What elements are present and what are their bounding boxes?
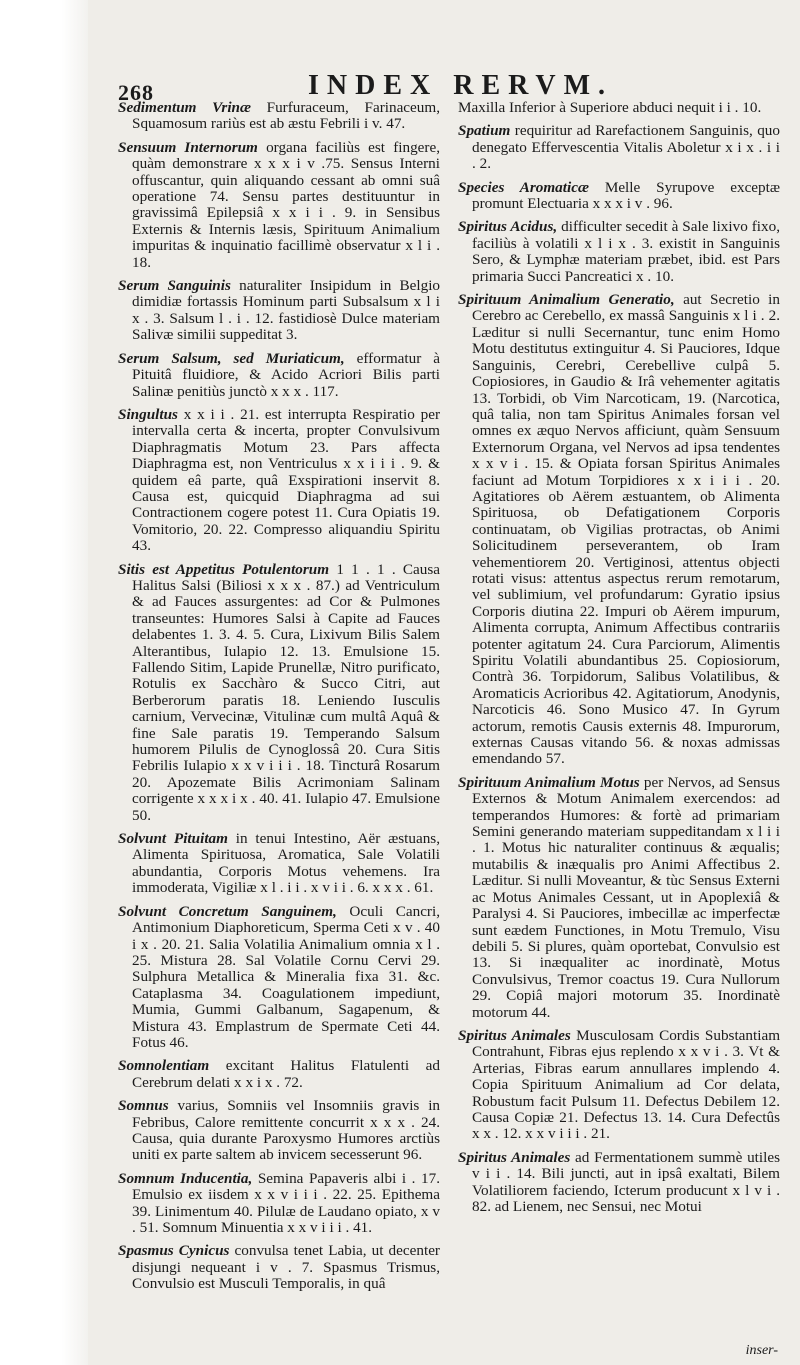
index-entry <box>118 407 440 555</box>
entry-text: convulsa tenet Labia, ut decenter disjungi nequeant i v . 7. Spasmus Trismus, Convulsio est Musculi Temporalis, in quâ <box>132 1242 440 1293</box>
entry-text: requiritur ad Rarefactionem Sanguinis, quo denegato Effervescentia Vitalis Aboletur x i x . i i . 2. <box>472 122 780 173</box>
entry-text: organa faciliùs est fingere, quàm demonstrare x x x i v .75. Sensus Interni offuscantur, quin aliquando cessant ab omni suâ operatione 74. Sensu partes destituuntur in gravissimâ Epilepsiâ x x i i . 9. in Sensibus Externis & Internis læsis, Spirituum Animalium impuritas & inquinatio facillimè observatur x l i . 18. <box>132 138 440 271</box>
entry-headword: Singultus <box>118 405 178 423</box>
entry-headword: Solvunt Pituitam <box>118 830 228 848</box>
index-entry <box>458 775 780 1021</box>
entry-text: excitant Halitus Flatulenti ad Cerebrum delati x x i x . 72. <box>132 1057 440 1091</box>
entry-headword: Solvunt Concretum Sanguinem, <box>118 902 337 920</box>
entry-headword: Spiritus Animales <box>458 1148 571 1166</box>
index-entry <box>118 1098 440 1164</box>
entry-text: Maxilla Inferior à Superiore abduci nequit i i . 10. <box>458 100 762 116</box>
page-margin-strip <box>0 0 88 1365</box>
index-entry <box>118 831 440 897</box>
index-entry <box>118 100 440 133</box>
entry-headword: Sitis est Appetitus Potulentorum <box>118 560 330 578</box>
entry-headword: Species Aromaticæ <box>458 178 589 196</box>
entry-text: x x i i . 21. est interrupta Respiratio per intervalla certa & incerta, propter Convulsivum Diaphragmatis Motum 23. Pars affecta Diaphragma est, non Ventriculus x x i i i . 9. & quidem eâ parte, quâ Exspirationi inservit 8. Causa est, quicquid Diaphragma ad sui Contractionem cogere potest 11. Cura Opiatis 19. Vomitorio, 20. 22. Compresso aliquandiu Spiritu 43. <box>132 405 440 555</box>
entry-text: Melle Syrupove exceptæ promunt Electuaria x x x i v . 96. <box>472 178 780 213</box>
index-entry <box>118 562 440 825</box>
index-entry <box>118 1243 440 1292</box>
index-entry <box>458 292 780 768</box>
entry-headword: Somnus <box>118 1097 169 1115</box>
entry-headword: Somnolentiam <box>118 1057 210 1075</box>
index-entry <box>118 278 440 344</box>
entry-text: Musculosam Cordis Substantiam Contrahunt, Fibras ejus replendo x x v i . 3. Vt & Arterias, Fibras earum annullares implendo 4. Copia Spirituum Animalium ad Cor delata, Robustum facit Pulsum 11. Defectus Debilem 12. Causa Copiæ 21. Defectus 13. 14. Cura Defectûs x x . 12. x x v i i i . 21. <box>472 1026 780 1143</box>
entry-headword: Sensuum Internorum <box>118 138 258 156</box>
entry-headword: Serum Sanguinis <box>118 277 231 295</box>
index-entry <box>458 100 780 116</box>
entry-headword: Spirituum Animalium Generatio, <box>458 291 675 309</box>
entry-text: per Nervos, ad Sensus Externos & Motum Animalem exercendos: ad temperandos Humores: & fortè ad primariam Semini generando materiam suppeditandam x l i i . 1. Motus hic naturaliter continuus & æqualis; mutabilis & inæqualis pro Animi Affectibus 2. Læditur. Si nulli Moveantur, & tùc Sensus Externi ac Motus Animales Cessant, ut in Apoplexiâ & Paralysi 4. Si Pauciores, imbecillæ ac imperfectæ sunt eædem Functiones, in Motu Tremulo, Visu debili 5. Si plures, quàm oportebat, Convulsio est 13. Si inæqualiter ac inordinatè, Motus Convulsivus, Tremor coactus 19. Cura Nullorum 29. Copiâ majori motorum 35. Inordinatè motorum 44. <box>472 773 780 1021</box>
entry-text: naturaliter Insipidum in Belgio dimidiæ fortassis Hominum parti Subsalsum x l i x . 3. Salsum l . i . 12. fastidiosè Dulce materiam Salivæ similii suppeditat 3. <box>132 277 440 344</box>
entry-text: varius, Somniis vel Insomniis gravis in Febribus, Calore remittente concurrit x x x . 24. Causa, quia durante Paroxysmo Humores arctiùs uniti ex parte saltem ab invicem secesserunt 96. <box>132 1097 440 1164</box>
entry-headword: Spatium <box>458 122 511 140</box>
entry-text: aut Secretio in Cerebro ac Cerebello, ex massâ Sanguinis x l i . 2. Læditur si nulli Secernantur, tunc enim Homo Motu destitutus extinguitur 4. Si Pauciores, Idque Sanguinis, Cerebri, Cerebellive culpâ 5. Copiosiores, in Gaudio & Irâ vehementer agitatis 13. Torbidi, ob Vim Narcoticam, 19. (Narcotica, quâ talia, non tam Spiritus Animales forsan vel omnes ex æquo Nervos afficiunt, quàm Sensuum Externorum Organa, vel Nervos ad ipsa tendentes x x v i . 15. & Opiata forsan Spiritus Animales faciunt ad Motum Torpidiores x x i i i . 20. Agitatiores ob Aërem æstuantem, ob Alimenta Spirituosa, ob Defatigationem Corporis continuatam, ob Vigilias protractas, ob Animi Solicitudinem perseverantem, ob Iram vehementiorem 20. Vertiginosi, attentus objecti rotati visus: attentus aspectus rerum remotarum, vel sublimium, vel profundarum: Gyratio ipsius Corporis diutina 22. Impuri ob Aërem impurum, Alimenta corrupta, Animum Affectibus contrariis potenter agitatum 24. Cura Parciorum, Alimentis Spiritu Volatili abundantibus 25. Copiosiorum, Contrà 36. Torpidorum, Salibus Volatilibus, & Aromaticis Acrioribus 42. Agitatiorum, Anodynis, Narcoticis 46. Sono Musico 47. In Gyrum actorum, remotis Causis externis 48. Impurorum, externas Causas vitando 56. & noxas admissas emendando 57. <box>472 291 780 768</box>
index-entry <box>118 1171 440 1237</box>
entry-text: Furfuraceum, Farinaceum, Squamosum rariùs est ab æstu Febrili i v. 47. <box>132 100 440 133</box>
right-column <box>458 100 780 1357</box>
index-entry <box>458 180 780 213</box>
catchword: inser- <box>745 1343 778 1358</box>
entry-text: in tenui Intestino, Aër æstuans, Alimenta Spirituosa, Aromatica, Sale Volatili abundantia, Corporis Motus vehemens. Ira immoderata, Vigiliæ x l . i i . x v i i . 6. x x x . 61. <box>132 830 440 897</box>
index-entry <box>118 351 440 400</box>
index-entry <box>458 1150 780 1216</box>
entry-text: Semina Papaveris albi i . 17. Emulsio ex iisdem x x v i i i . 22. 25. Epithema 39. Linimentum 40. Pilulæ de Laudano opiato, x v . 51. Somnum Minuentia x x v i i i . 41. <box>132 1169 440 1236</box>
entry-headword: Spasmus Cynicus <box>118 1242 230 1260</box>
left-column <box>118 100 440 1357</box>
entry-text: Oculi Cancri, Antimonium Diaphoreticum, Sperma Ceti x v . 40 i x . 20. 21. Salia Volatilia Animalium omnia x l . 25. Mistura 28. Sal Volatile Cornu Cervi 29. Sulphura Metallica & Mineralia fixa 31. &c. Cataplasma 34. Coagulationem impediunt, Mumia, Gummi Galbanum, Sagapenum, & Mistura 43. Emplastrum de Spermate Ceti 44. Fotus 46. <box>132 902 440 1051</box>
index-entry <box>458 1028 780 1143</box>
index-columns <box>118 100 780 1357</box>
entry-headword: Spiritus Acidus, <box>458 218 558 236</box>
index-entry <box>458 123 780 172</box>
index-entry <box>458 219 780 285</box>
entry-text: difficulter secedit à Sale lixivo fixo, faciliùs à volatili x l i x . 3. existit in Sanguinis Sero, & Lymphæ materiam præbet, ibid. est Pars primaria Succi Pancreatici x . 10. <box>472 218 780 285</box>
entry-headword: Spiritus Animales <box>458 1026 571 1044</box>
running-head: INDEX RERVM. <box>308 70 614 101</box>
entry-headword: Somnum Inducentia, <box>118 1169 253 1187</box>
index-entry <box>118 140 440 271</box>
index-entry <box>118 1058 440 1091</box>
entry-text: 1 1 . 1 . Causa Halitus Salsi (Biliosi x x x . 87.) ad Ventriculum & ad Fauces assurgentes: ad Cor & Pulmones transeuntes: Humores Salsi à Capite ad Fauces delabentes 1. 3. 4. 5. Cura, Lixivum Bilis Salem Alterantibus, Iulapio 12. 13. Emulsione 15. Fallendo Sitim, Lapide Prunellæ, Nitro purificato, Rotulis ex Sacchàro & Succo Citri, aut Berberorum paratis 18. Leniendo Iusculis carnium, Vervecinæ, Vitulinæ cum multâ Aquâ & fine Sale paratis 19. Temperando Salsum humorem Pilulis de Cynoglossâ 20. Cura Sitis Febrilis Iulapio x x v i i i . 18. Tincturâ Rosarum 20. Apozemate Bilis Acrimoniam Salinam corrigente x x x i x . 40. 41. Iulapio 47. Emulsione 50. <box>132 560 440 824</box>
entry-headword: Spirituum Animalium Motus <box>458 773 640 791</box>
entry-text: efformatur à Pituitâ fluidiore, & Acido Acriori Bilis parti Salinæ penitiùs junctò x x x . 117. <box>132 349 440 400</box>
entry-text: ad Fermentationem summè utiles v i i . 14. Bili juncti, aut in ipsâ exaltati, Bilem Volatiliorem faciendo, Icterum producunt x l v i . 82. ad Lienem, nec Sensui, nec Motui <box>472 1148 780 1215</box>
page-number: 268 <box>118 80 154 105</box>
entry-headword: Sedimentum Vrinæ <box>118 100 251 116</box>
index-entry <box>118 904 440 1052</box>
entry-headword: Serum Salsum, sed Muriaticum, <box>118 349 345 367</box>
